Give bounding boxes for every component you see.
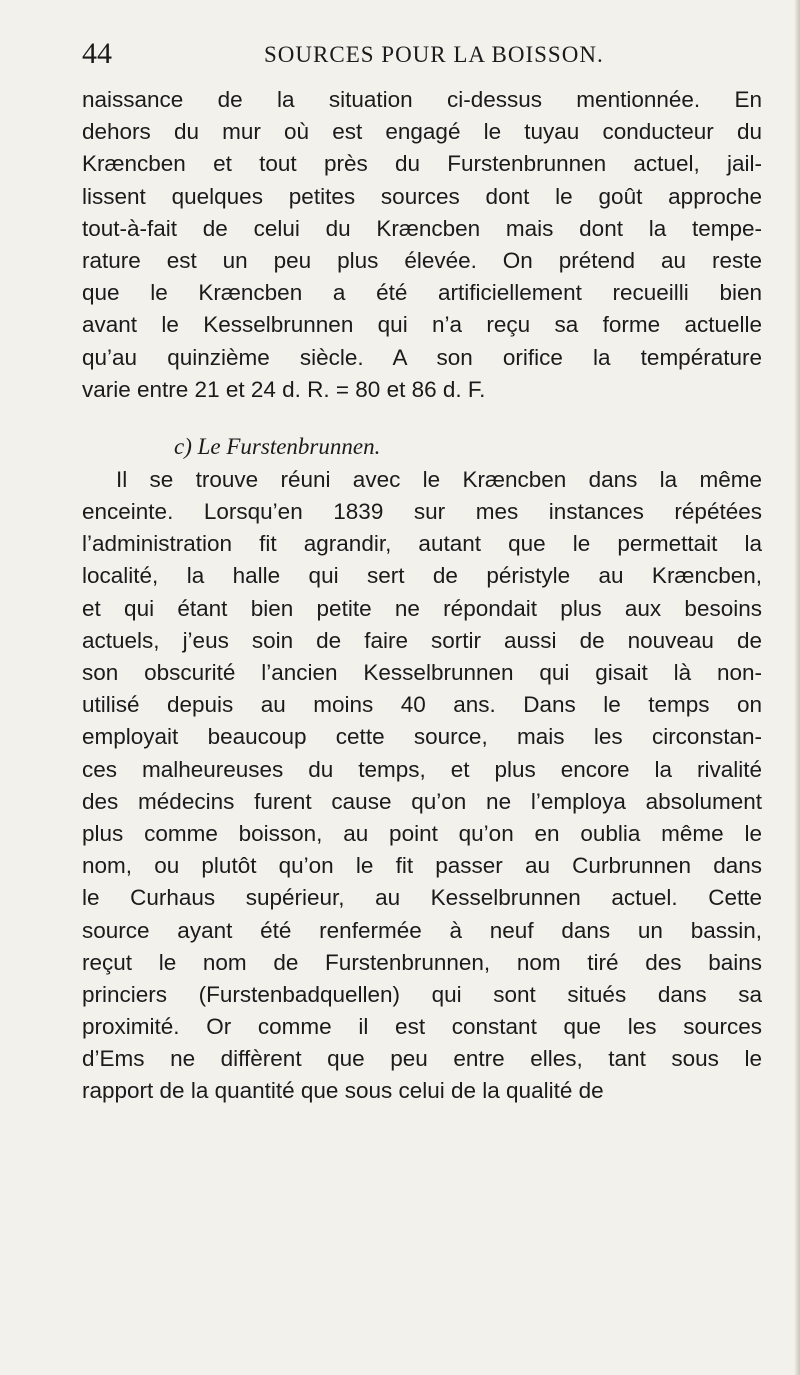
text-line: rapport de la quantité que sous celui de la qualité de bbox=[82, 1078, 604, 1104]
text-line: rature est un peu plus élevée. On prétend au reste bbox=[82, 247, 762, 273]
page-number: 44 bbox=[82, 37, 112, 70]
text-line: princiers (Furstenbadquellen) qui sont situés dans sa bbox=[82, 981, 762, 1007]
text-line: varie entre 21 et 24 d. R. = 80 et 86 d. F. bbox=[82, 376, 486, 402]
running-title: SOURCES POUR LA BOISSON. bbox=[264, 42, 604, 67]
text-line: employait beaucoup cette source, mais les circonstan- bbox=[82, 724, 762, 750]
text-line: actuels, j’eus soin de faire sortir aussi de nouveau de bbox=[82, 627, 762, 653]
text-line: et qui étant bien petite ne répondait plus aux besoins bbox=[82, 595, 762, 621]
text-line: utilisé depuis au moins 40 ans. Dans le temps on bbox=[82, 692, 762, 718]
text-line: que le Kræncben a été artificiellement recueilli bien bbox=[82, 280, 762, 306]
text-line: enceinte. Lorsqu’en 1839 sur mes instances répétées bbox=[82, 499, 762, 525]
text-line: reçut le nom de Furstenbrunnen, nom tiré des bains bbox=[82, 949, 762, 975]
text-line: tout-à-fait de celui du Kræncben mais dont la tempe- bbox=[82, 215, 762, 241]
text-line: ces malheureuses du temps, et plus encore la rivalité bbox=[82, 756, 762, 782]
text-line: source ayant été renfermée à neuf dans un bassin, bbox=[82, 917, 762, 943]
section-heading: c) Le Furstenbrunnen. bbox=[174, 433, 381, 459]
page-edge-shadow bbox=[794, 0, 800, 1375]
heading-spacer bbox=[82, 406, 762, 420]
text-line: naissance de la situation ci-dessus mentionnée. En bbox=[82, 87, 762, 112]
running-head bbox=[82, 36, 762, 72]
text-line: plus comme boisson, au point qu’on en oublia même le bbox=[82, 820, 762, 846]
text-line: son obscurité l’ancien Kesselbrunnen qui gisait là non- bbox=[82, 660, 762, 685]
text-line: l’administration fit agrandir, autant que le permettait la bbox=[82, 531, 762, 557]
text-line: Il se trouve réuni avec le Kræncben dans la même bbox=[116, 466, 762, 492]
text-line: dehors du mur où est engagé le tuyau conducteur du bbox=[82, 119, 762, 145]
text-line: localité, la halle qui sert de péristyle au Kræncben, bbox=[82, 563, 762, 589]
paragraph-1 bbox=[82, 84, 762, 406]
text-line: d’Ems ne diffèrent que peu entre elles, tant sous le bbox=[82, 1046, 762, 1072]
text-line: le Curhaus supérieur, au Kesselbrunnen actuel. Cette bbox=[82, 885, 762, 911]
body-text bbox=[82, 84, 762, 1108]
text-line: Kræncben et tout près du Furstenbrunnen actuel, jail- bbox=[82, 151, 762, 177]
text-line: lissent quelques petites sources dont le goût approche bbox=[82, 183, 762, 209]
text-line: nom, ou plutôt qu’on le fit passer au Curbrunnen dans bbox=[82, 853, 762, 879]
text-line: proximité. Or comme il est constant que les sources bbox=[82, 1014, 762, 1040]
paragraph-2 bbox=[82, 464, 762, 1108]
text-line: des médecins furent cause qu’on ne l’employa absolument bbox=[82, 788, 762, 814]
text-line: qu’au quinzième siècle. A son orifice la température bbox=[82, 344, 762, 370]
text-line: avant le Kesselbrunnen qui n’a reçu sa forme actuelle bbox=[82, 312, 762, 338]
